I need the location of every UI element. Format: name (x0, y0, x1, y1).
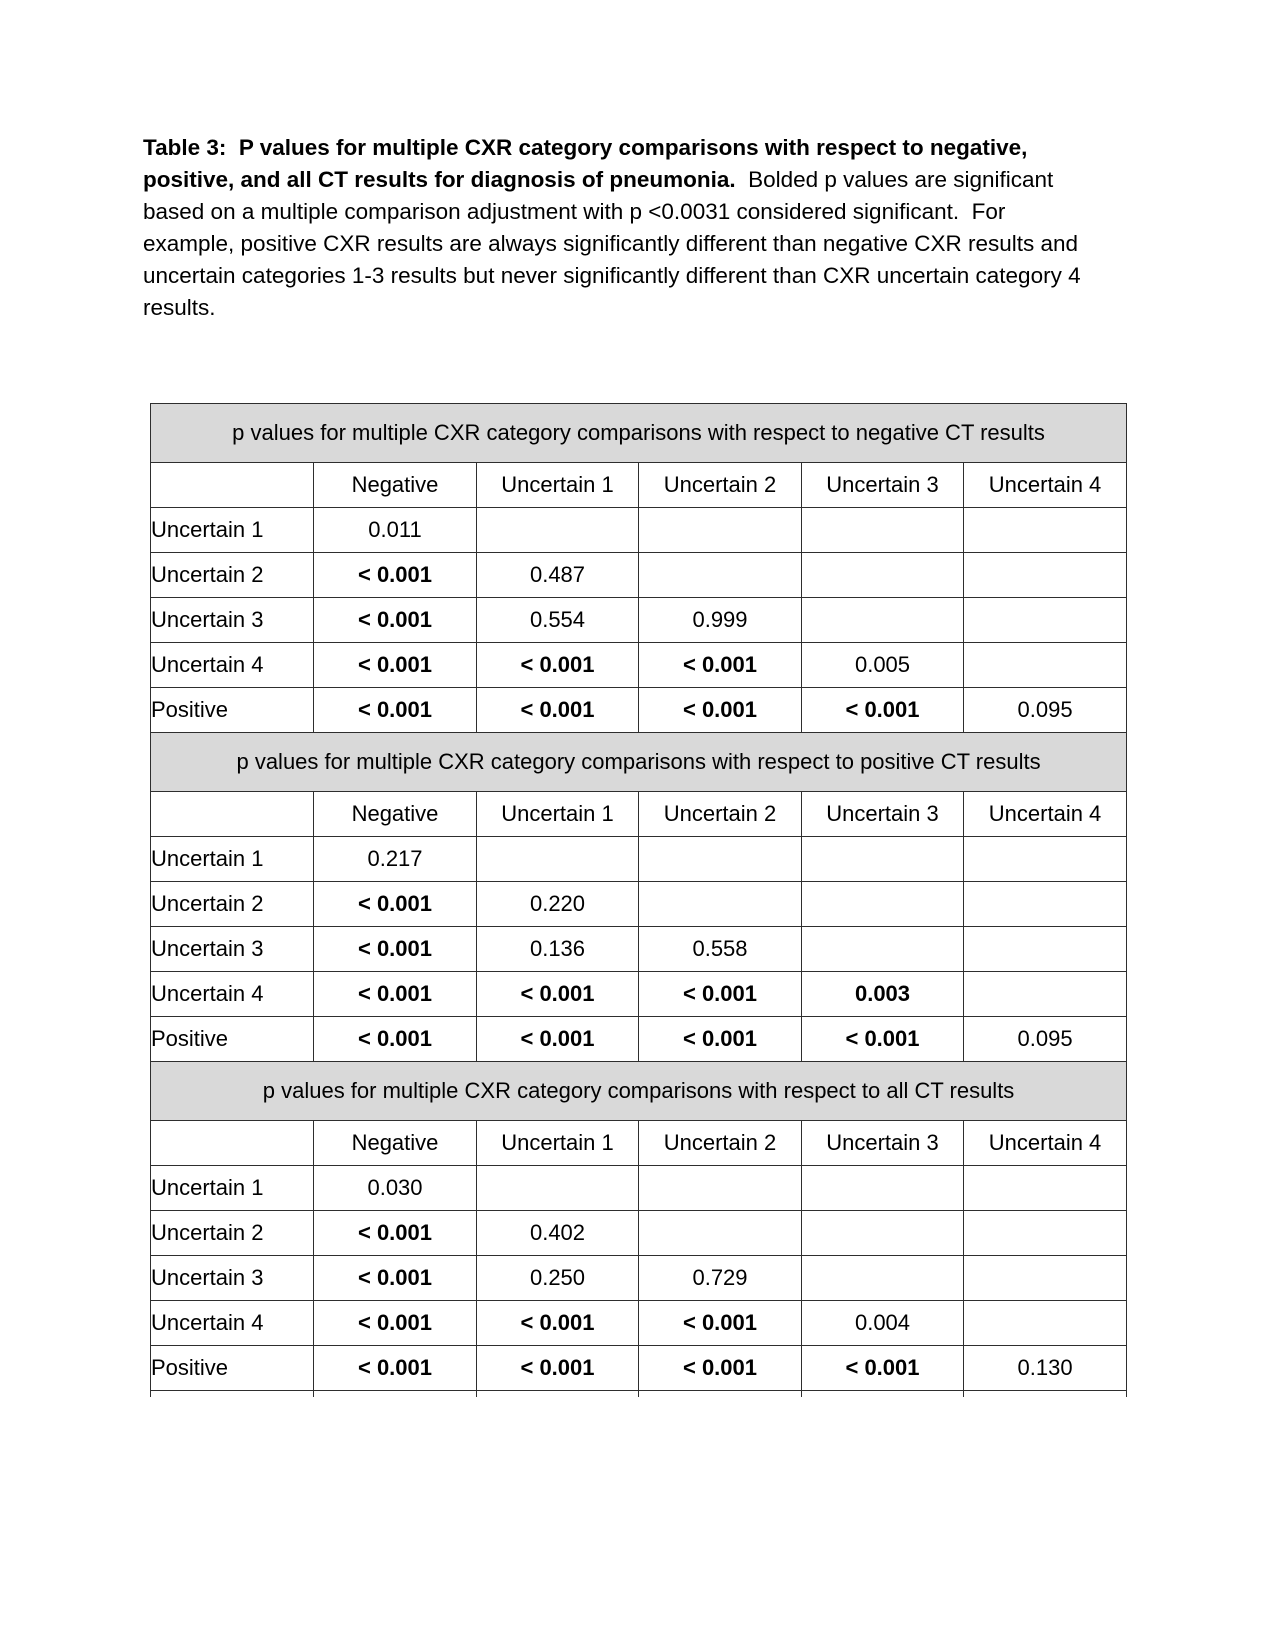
column-header-uncertain-4: Uncertain 4 (964, 1121, 1127, 1166)
p-value-cell (802, 688, 964, 733)
p-value-cell (964, 1211, 1127, 1256)
p-value: < 0.001 (520, 1026, 595, 1051)
p-value: < 0.001 (357, 981, 432, 1006)
p-value-cell (802, 598, 964, 643)
stub-cell (151, 1391, 314, 1398)
section-row-all (151, 1062, 1127, 1121)
table-row (151, 882, 1127, 927)
p-value-cell (314, 1017, 477, 1062)
row-header: Uncertain 3 (151, 927, 314, 972)
p-value-cell (802, 1256, 964, 1301)
p-value-cell (477, 972, 639, 1017)
row-header: Uncertain 2 (151, 882, 314, 927)
p-value-cell (639, 1346, 802, 1391)
p-value: 0.217 (367, 846, 423, 871)
row-header: Positive (151, 1346, 314, 1391)
table-row (151, 972, 1127, 1017)
corner-cell (151, 792, 314, 837)
stub-cell (477, 1391, 639, 1398)
row-header: Uncertain 2 (151, 1211, 314, 1256)
row-header: Uncertain 3 (151, 598, 314, 643)
p-value: < 0.001 (357, 652, 432, 677)
column-header-uncertain-1: Uncertain 1 (477, 1121, 639, 1166)
header-row (151, 463, 1127, 508)
p-value-cell (802, 1211, 964, 1256)
p-value-cell (477, 643, 639, 688)
corner-cell (151, 1121, 314, 1166)
p-value: < 0.001 (357, 607, 432, 632)
column-header-uncertain-1: Uncertain 1 (477, 792, 639, 837)
p-value-cell (314, 643, 477, 688)
p-value-cell (802, 927, 964, 972)
column-header-negative: Negative (314, 792, 477, 837)
p-value-cell (639, 508, 802, 553)
p-value-cell (802, 1017, 964, 1062)
p-value-cell (639, 598, 802, 643)
p-value-cell (314, 553, 477, 598)
p-value: < 0.001 (357, 697, 432, 722)
p-value-cell (964, 972, 1127, 1017)
p-value-cell (964, 1256, 1127, 1301)
column-header-uncertain-2: Uncertain 2 (639, 463, 802, 508)
p-value: 0.250 (529, 1265, 586, 1290)
p-value-cell (639, 927, 802, 972)
p-value-cell (964, 837, 1127, 882)
p-value-cell (802, 1346, 964, 1391)
row-header: Uncertain 1 (151, 508, 314, 553)
table-row (151, 1301, 1127, 1346)
p-value: < 0.001 (520, 981, 595, 1006)
p-value-cell (477, 1346, 639, 1391)
p-value-cell (639, 688, 802, 733)
table-row (151, 553, 1127, 598)
p-value: < 0.001 (682, 1310, 757, 1335)
p-value-cell (639, 553, 802, 598)
table-row (151, 1256, 1127, 1301)
p-value-cell (964, 598, 1127, 643)
stub-cell (314, 1391, 477, 1398)
column-header-uncertain-2: Uncertain 2 (639, 1121, 802, 1166)
stub-cell (802, 1391, 964, 1398)
caption-regular-text: Bolded p values are significant based on a multiple comparison adjustment with p <0.0031 considered significant. For example, positive CXR results are always significantly different than negative CXR results and uncertain categories 1-3 results but never significantly different than CXR uncertain category 4 results. (143, 167, 1087, 320)
p-value-cell (477, 553, 639, 598)
table-row (151, 1017, 1127, 1062)
header-row (151, 1121, 1127, 1166)
section-banner-positive: p values for multiple CXR category comparisons with respect to positive CT results (151, 733, 1127, 792)
p-value-cell (964, 508, 1127, 553)
p-value: 0.003 (854, 981, 911, 1006)
p-value-cell (314, 837, 477, 882)
p-value-cell (477, 927, 639, 972)
p-value: 0.402 (529, 1220, 586, 1245)
p-value-cell (314, 1346, 477, 1391)
row-header: Uncertain 3 (151, 1256, 314, 1301)
p-value: 0.095 (1017, 1026, 1073, 1051)
p-value-cell (639, 882, 802, 927)
header-row (151, 792, 1127, 837)
p-value-cell (477, 1017, 639, 1062)
p-value: 0.487 (529, 562, 586, 587)
p-value: < 0.001 (845, 1026, 920, 1051)
p-value: 0.004 (854, 1310, 911, 1335)
row-header: Positive (151, 1017, 314, 1062)
p-value-cell (639, 1017, 802, 1062)
p-value-cell (477, 598, 639, 643)
p-value-cell (964, 1346, 1127, 1391)
p-value: < 0.001 (357, 891, 432, 916)
p-value-cell (314, 688, 477, 733)
column-header-uncertain-4: Uncertain 4 (964, 792, 1127, 837)
column-header-negative: Negative (314, 463, 477, 508)
p-value: < 0.001 (682, 1026, 757, 1051)
p-value: < 0.001 (520, 697, 595, 722)
row-header: Positive (151, 688, 314, 733)
p-value-cell (639, 1166, 802, 1211)
p-value-cell (802, 1301, 964, 1346)
p-value: 0.558 (692, 936, 748, 961)
p-value: 0.729 (692, 1265, 748, 1290)
column-header-uncertain-3: Uncertain 3 (802, 1121, 964, 1166)
p-value-cell (314, 1301, 477, 1346)
p-value-cell (477, 508, 639, 553)
table-row (151, 837, 1127, 882)
p-value-cell (314, 1211, 477, 1256)
column-header-uncertain-1: Uncertain 1 (477, 463, 639, 508)
table-row (151, 1166, 1127, 1211)
stub-cell (639, 1391, 802, 1398)
p-value: 0.999 (692, 607, 748, 632)
p-value-cell (314, 882, 477, 927)
p-value: < 0.001 (357, 1310, 432, 1335)
p-value: < 0.001 (357, 1265, 432, 1290)
table-row (151, 927, 1127, 972)
p-value: 0.136 (529, 936, 586, 961)
corner-cell (151, 463, 314, 508)
p-value: < 0.001 (357, 1355, 432, 1380)
table-caption (143, 132, 1087, 324)
row-header: Uncertain 1 (151, 837, 314, 882)
p-value-cell (802, 972, 964, 1017)
p-value: < 0.001 (845, 697, 920, 722)
column-header-uncertain-2: Uncertain 2 (639, 792, 802, 837)
row-header: Uncertain 1 (151, 1166, 314, 1211)
p-value: < 0.001 (682, 697, 757, 722)
table-bottom-stub (151, 1391, 1127, 1398)
section-banner-negative: p values for multiple CXR category comparisons with respect to negative CT results (151, 404, 1127, 463)
p-value-cell (477, 1166, 639, 1211)
row-header: Uncertain 4 (151, 1301, 314, 1346)
p-value-table (150, 403, 1127, 1397)
p-value-cell (964, 643, 1127, 688)
row-header: Uncertain 2 (151, 553, 314, 598)
p-value: < 0.001 (357, 562, 432, 587)
p-value-cell (314, 1256, 477, 1301)
p-value: < 0.001 (520, 1310, 595, 1335)
row-header: Uncertain 4 (151, 972, 314, 1017)
p-value: 0.095 (1017, 697, 1073, 722)
p-value-cell (964, 553, 1127, 598)
section-row-negative (151, 404, 1127, 463)
p-value: 0.220 (529, 891, 586, 916)
p-value-cell (477, 882, 639, 927)
p-value: 0.011 (368, 517, 422, 542)
p-value: < 0.001 (357, 1026, 432, 1051)
table-row (151, 598, 1127, 643)
p-value-cell (802, 553, 964, 598)
p-value-cell (314, 508, 477, 553)
p-value: 0.554 (529, 607, 586, 632)
caption-bold-text: Table 3: P values for multiple CXR category comparisons with respect to negative, positive, and all CT results for diagnosis of pneumonia. (143, 135, 1034, 192)
p-value: < 0.001 (520, 1355, 595, 1380)
table-row (151, 1211, 1127, 1256)
p-value-cell (802, 508, 964, 553)
p-value-cell (802, 837, 964, 882)
p-value-cell (477, 1256, 639, 1301)
p-value-cell (964, 1166, 1127, 1211)
p-value-cell (964, 1017, 1127, 1062)
p-value-cell (314, 972, 477, 1017)
section-row-positive (151, 733, 1127, 792)
p-value: < 0.001 (520, 652, 595, 677)
p-value-cell (477, 837, 639, 882)
p-value: < 0.001 (682, 1355, 757, 1380)
p-value: 0.030 (367, 1175, 423, 1200)
p-value-cell (964, 927, 1127, 972)
p-value-cell (964, 688, 1127, 733)
p-value: < 0.001 (682, 981, 757, 1006)
p-value-cell (639, 837, 802, 882)
p-value-cell (802, 643, 964, 688)
row-header: Uncertain 4 (151, 643, 314, 688)
p-value: < 0.001 (357, 1220, 432, 1245)
table-row (151, 1346, 1127, 1391)
column-header-uncertain-3: Uncertain 3 (802, 463, 964, 508)
p-value-cell (964, 882, 1127, 927)
table-row (151, 508, 1127, 553)
p-value-cell (802, 1166, 964, 1211)
p-value-cell (314, 927, 477, 972)
p-value-cell (477, 688, 639, 733)
stub-cell (964, 1391, 1127, 1398)
p-value-cell (639, 1301, 802, 1346)
p-value: < 0.001 (682, 652, 757, 677)
p-value-cell (314, 598, 477, 643)
p-value-cell (964, 1301, 1127, 1346)
table-row (151, 688, 1127, 733)
p-value: < 0.001 (845, 1355, 920, 1380)
p-value: 0.005 (854, 652, 911, 677)
section-banner-all: p values for multiple CXR category comparisons with respect to all CT results (151, 1062, 1127, 1121)
p-value-cell (639, 1256, 802, 1301)
column-header-negative: Negative (314, 1121, 477, 1166)
p-value-cell (639, 643, 802, 688)
p-value: 0.130 (1017, 1355, 1073, 1380)
column-header-uncertain-3: Uncertain 3 (802, 792, 964, 837)
p-value: < 0.001 (357, 936, 432, 961)
table-row (151, 643, 1127, 688)
column-header-uncertain-4: Uncertain 4 (964, 463, 1127, 508)
p-value-cell (639, 1211, 802, 1256)
p-value-cell (477, 1301, 639, 1346)
p-value-cell (639, 972, 802, 1017)
p-value-cell (477, 1211, 639, 1256)
p-value-cell (802, 882, 964, 927)
p-value-cell (314, 1166, 477, 1211)
